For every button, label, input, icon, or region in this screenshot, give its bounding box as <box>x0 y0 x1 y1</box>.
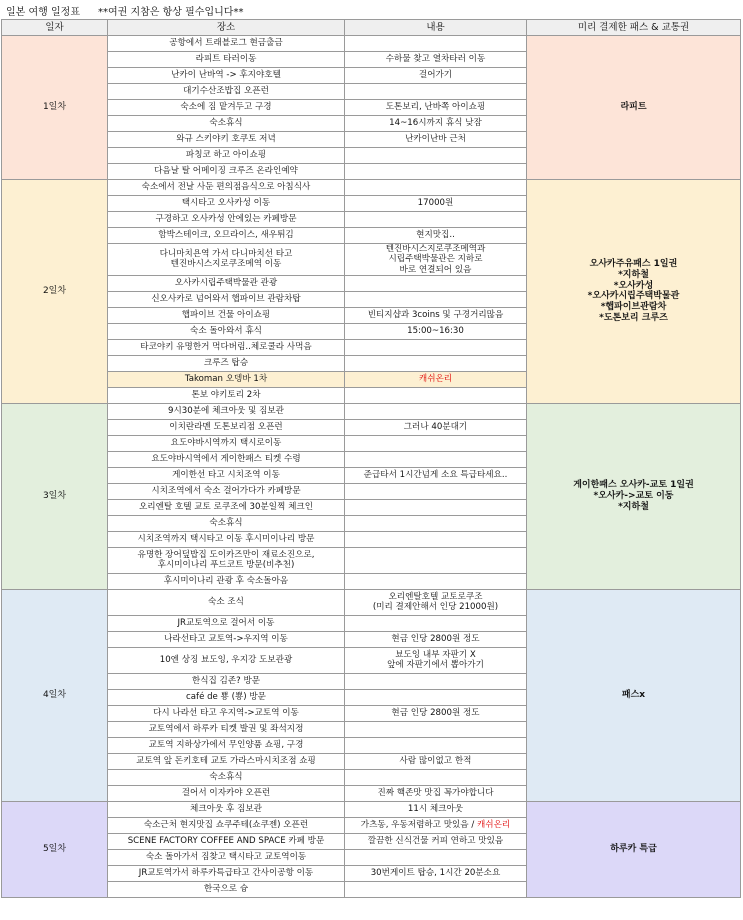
note-cell: 가츠동, 우동저렴하고 맛있음 / 캐쉬온리 <box>345 817 527 833</box>
place-cell: 숙소에 짐 맡겨두고 구경 <box>108 100 345 116</box>
note-cell <box>345 339 527 355</box>
note-cell: 14~16시까지 휴식 낮잠 <box>345 116 527 132</box>
note-cell: 텐진바시스지로쿠조메역과 시립주택박물관은 지하로 바로 연결되어 있음 <box>345 244 527 276</box>
day-label: 2일차 <box>2 180 108 404</box>
table-row <box>2 801 741 817</box>
place-cell: 라피트 타러이동 <box>108 52 345 68</box>
place-cell: 숙소휴식 <box>108 116 345 132</box>
place-cell: SCENE FACTORY COFFEE AND SPACE 카페 방문 <box>108 833 345 849</box>
note-cell <box>345 531 527 547</box>
place-cell: 톤보 야키토리 2차 <box>108 387 345 403</box>
place-cell: café de 뿅 (뿅) 방문 <box>108 689 345 705</box>
note-cell <box>345 737 527 753</box>
cash-only-note: 캐쉬온리 <box>476 820 511 831</box>
note-cell <box>345 435 527 451</box>
note-cell: 15:00~16:30 <box>345 323 527 339</box>
place-cell: 오사카시립주택박물관 관광 <box>108 275 345 291</box>
header-row <box>2 20 741 36</box>
place-cell: 난카이 난바역 -> 후지야호텔 <box>108 68 345 84</box>
note-cell <box>345 355 527 371</box>
note-cell <box>345 769 527 785</box>
place-cell: 숙소 조식 <box>108 589 345 615</box>
table-row <box>2 589 741 615</box>
title-row <box>6 3 261 17</box>
note-cell: 난카이난바 근처 <box>345 132 527 148</box>
header-day: 일자 <box>2 20 108 36</box>
note-cell <box>345 673 527 689</box>
place-cell: 요도야바시역에서 게이한패스 티켓 수령 <box>108 451 345 467</box>
note-cell <box>345 403 527 419</box>
note-cell: 11시 체크아웃 <box>345 801 527 817</box>
table-row <box>2 36 741 52</box>
header-pass: 미리 결제한 패스 & 교통권 <box>527 20 741 36</box>
place-cell: 나라선타고 교토역->우지역 이동 <box>108 631 345 647</box>
table-row <box>2 180 741 196</box>
place-cell: 시치조역에서 숙소 걸어가다가 카페방문 <box>108 483 345 499</box>
note-cell <box>345 515 527 531</box>
place-cell: 체크아웃 후 짐보관 <box>108 801 345 817</box>
note-cell <box>345 573 527 589</box>
note-cell: 그러나 40분대기 <box>345 419 527 435</box>
note-cell <box>345 849 527 865</box>
note-cell: 뵤도잉 내부 자판기 X 앞에 자판기에서 뽑아가기 <box>345 647 527 673</box>
note-cell <box>345 84 527 100</box>
place-cell: 와규 스키야키 호쿠토 저녁 <box>108 132 345 148</box>
note-cell: 30번게이트 탑승, 1시간 20분소요 <box>345 865 527 881</box>
itinerary-body <box>2 36 741 898</box>
note-cell: 수하물 찾고 열차타러 이동 <box>345 52 527 68</box>
place-cell: 함박스테이크, 오므라이스, 새우튀김 <box>108 228 345 244</box>
place-cell: 숙소휴식 <box>108 515 345 531</box>
pass-cell: 오사카주유패스 1일권 *지하철 *오사카성 *오사카시립주택박물관 *햅파이브관람차 *도톤보리 크루즈 <box>527 180 741 404</box>
place-cell: JR교토역으로 걸어서 이동 <box>108 615 345 631</box>
header-place: 장소 <box>108 20 345 36</box>
cash-only-note: 캐쉬온리 <box>418 374 453 385</box>
place-cell: 숙소 돌아가서 짐찾고 택시타고 교토역이동 <box>108 849 345 865</box>
place-cell: 한식집 김존? 방문 <box>108 673 345 689</box>
place-cell: 숙소에서 전날 사둔 편의점음식으로 아침식사 <box>108 180 345 196</box>
note-cell <box>345 689 527 705</box>
passport-notice: **여권 지참은 항상 필수입니다** <box>97 7 244 18</box>
page-title: 일본 여행 일정표 <box>6 7 80 18</box>
place-cell: 숙소근처 현지맛집 쇼쿠주테(쇼쿠젠) 오픈런 <box>108 817 345 833</box>
place-cell: 구경하고 오사카성 안에있는 카페방문 <box>108 212 345 228</box>
note-cell: 현금 인당 2800원 정도 <box>345 631 527 647</box>
note-cell: 17000원 <box>345 196 527 212</box>
header-note: 내용 <box>345 20 527 36</box>
day-label: 3일차 <box>2 403 108 589</box>
place-cell: 교토역 앞 돈키호테 교토 가라스마시치조점 쇼핑 <box>108 753 345 769</box>
place-cell: 신오사카로 넘어와서 햅파이브 관람차탑 <box>108 291 345 307</box>
note-cell <box>345 615 527 631</box>
note-cell <box>345 721 527 737</box>
note-cell <box>345 275 527 291</box>
place-cell: 햅파이브 건물 아이쇼핑 <box>108 307 345 323</box>
note-cell: 준급타서 1시간넘게 소요 특급타세요.. <box>345 467 527 483</box>
place-cell: 이치란라멘 도톤보리점 오픈런 <box>108 419 345 435</box>
note-cell: 사람 많이없고 한적 <box>345 753 527 769</box>
place-cell: JR교토역가서 하루카특급타고 간사이공항 이동 <box>108 865 345 881</box>
place-cell: 숙소 돌아와서 휴식 <box>108 323 345 339</box>
place-cell: 걸어서 이자카야 오픈런 <box>108 785 345 801</box>
place-cell: 9시30분에 체크아웃 및 짐보관 <box>108 403 345 419</box>
note-cell <box>345 180 527 196</box>
place-cell: 교토역에서 하루카 티켓 발권 및 좌석지정 <box>108 721 345 737</box>
place-cell: 공항에서 트래블로그 현금출금 <box>108 36 345 52</box>
note-cell: 걸어가기 <box>345 68 527 84</box>
place-cell: 게이한선 타고 시치조역 이동 <box>108 467 345 483</box>
place-cell: 요도야바시역까지 택시로이동 <box>108 435 345 451</box>
place-cell: 숙소휴식 <box>108 769 345 785</box>
note-cell <box>345 387 527 403</box>
place-cell: 다니마치욘역 가서 다니마치선 타고 텐진바시스지로쿠조메역 이동 <box>108 244 345 276</box>
note-cell: 현지맛집.. <box>345 228 527 244</box>
place-cell: 교토역 지하상가에서 무인양품 쇼핑, 구경 <box>108 737 345 753</box>
place-cell: 크루즈 탑승 <box>108 355 345 371</box>
place-cell: 다시 나라선 타고 우지역->교토역 이동 <box>108 705 345 721</box>
pass-cell: 하루카 특급 <box>527 801 741 897</box>
day-label: 4일차 <box>2 589 108 801</box>
note-cell <box>345 881 527 897</box>
place-cell: 다음날 탈 어메이징 크루즈 온라인예약 <box>108 164 345 180</box>
note-cell <box>345 164 527 180</box>
note-cell: 빈티지샵과 3coins 및 구경거리많음 <box>345 307 527 323</box>
place-cell: 대기수산조밥집 오픈런 <box>108 84 345 100</box>
note-cell: 도톤보리, 난바쪽 아이쇼핑 <box>345 100 527 116</box>
note-cell <box>345 371 527 387</box>
place-cell: 타코야키 유명한거 먹다버림..체로쿨라 사먹음 <box>108 339 345 355</box>
place-cell: 오리엔탈 호텔 교토 로쿠조에 30분일찍 체크인 <box>108 499 345 515</box>
day-label: 5일차 <box>2 801 108 897</box>
note-cell: 진짜 핵존맛 맛집 꼭가야합니다 <box>345 785 527 801</box>
place-cell: 후시미이나리 관광 후 숙소돌아옴 <box>108 573 345 589</box>
place-cell: 10엔 상징 뵤도잉, 우지강 도보관광 <box>108 647 345 673</box>
pass-cell: 패스x <box>527 589 741 801</box>
note-cell: 오리엔탈호텔 교토로쿠조 (미리 결제안해서 인당 21000원) <box>345 589 527 615</box>
note-cell <box>345 499 527 515</box>
place-cell: 유명한 장어덮밥집 도이카즈만이 재료소진으로, 후시미이나리 푸드코트 방문(비추천) <box>108 547 345 573</box>
note-cell: 현금 인당 2800원 정도 <box>345 705 527 721</box>
day-label: 1일차 <box>2 36 108 180</box>
pass-cell: 게이한패스 오사카-교토 1일권 *오사카->교토 이동 *지하철 <box>527 403 741 589</box>
note-cell <box>345 483 527 499</box>
place-cell: 파칭코 하고 아이쇼핑 <box>108 148 345 164</box>
table-row <box>2 403 741 419</box>
place-cell: Takoman 오뎅바 1차 <box>108 371 345 387</box>
place-cell: 시치조역까지 택시타고 이동 후시미이나리 방문 <box>108 531 345 547</box>
note-cell <box>345 36 527 52</box>
place-cell: 한국으로 슝 <box>108 881 345 897</box>
note-cell <box>345 547 527 573</box>
note-cell <box>345 148 527 164</box>
note-cell <box>345 291 527 307</box>
note-cell: 깔끔한 신식건물 커피 연하고 맛있음 <box>345 833 527 849</box>
note-cell <box>345 451 527 467</box>
pass-cell: 라피트 <box>527 36 741 180</box>
place-cell: 택시타고 오사카성 이동 <box>108 196 345 212</box>
note-cell <box>345 212 527 228</box>
itinerary-table <box>1 19 741 898</box>
